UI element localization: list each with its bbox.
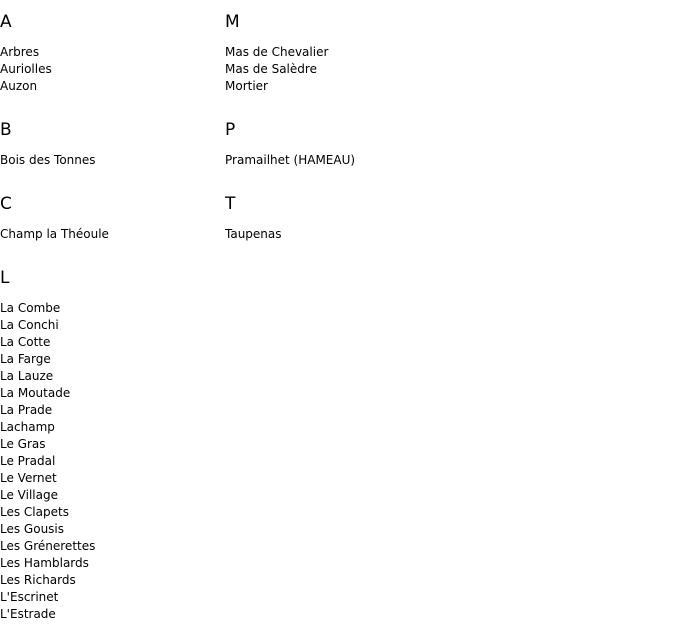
list-item[interactable]: La Farge: [0, 352, 51, 366]
group-l: [0, 268, 96, 621]
group-c-list: [0, 226, 109, 243]
list-item[interactable]: La Combe: [0, 301, 61, 315]
group-letter-t: T: [225, 194, 236, 214]
group-letter-l: L: [0, 268, 10, 288]
group-a-list: [0, 44, 52, 95]
group-a: [0, 12, 52, 93]
group-c: [0, 194, 109, 241]
group-letter-a: A: [0, 12, 12, 32]
group-m: [225, 12, 329, 93]
list-item[interactable]: Mas de Chevalier: [225, 45, 329, 59]
list-item[interactable]: Mortier: [225, 79, 268, 93]
list-item[interactable]: Champ la Théoule: [0, 227, 109, 241]
list-item[interactable]: Arbres: [0, 45, 40, 59]
list-item[interactable]: Le Pradal: [0, 454, 56, 468]
list-item[interactable]: Les Hamblards: [0, 556, 89, 570]
list-item[interactable]: Les Gousis: [0, 522, 65, 536]
list-item[interactable]: Mas de Salèdre: [225, 62, 317, 76]
list-item[interactable]: Auzon: [0, 79, 38, 93]
list-item[interactable]: Le Village: [0, 488, 58, 502]
list-item[interactable]: Les Grénerettes: [0, 539, 96, 553]
list-item[interactable]: L'Escrinet: [0, 590, 59, 604]
group-letter-b: B: [0, 120, 12, 140]
list-item[interactable]: La Prade: [0, 403, 53, 417]
list-item[interactable]: Le Vernet: [0, 471, 57, 485]
list-item[interactable]: Auriolles: [0, 62, 52, 76]
list-item[interactable]: Lachamp: [0, 420, 55, 434]
group-l-list: [0, 300, 95, 623]
group-letter-p: P: [225, 120, 236, 140]
group-t: [225, 194, 282, 241]
group-t-list: [225, 226, 282, 243]
list-item[interactable]: La Conchi: [0, 318, 59, 332]
group-p: [225, 120, 356, 167]
group-b-list: [0, 152, 96, 169]
group-b: [0, 120, 96, 167]
group-m-list: [225, 44, 328, 95]
group-p-list: [225, 152, 355, 169]
list-item[interactable]: Les Richards: [0, 573, 76, 587]
list-item[interactable]: L'Estrade: [0, 607, 56, 621]
list-item[interactable]: La Moutade: [0, 386, 71, 400]
list-item[interactable]: La Cotte: [0, 335, 51, 349]
list-item[interactable]: Bois des Tonnes: [0, 153, 96, 167]
list-item[interactable]: Le Gras: [0, 437, 46, 451]
group-letter-m: M: [225, 12, 240, 32]
list-item[interactable]: Les Clapets: [0, 505, 69, 519]
list-item[interactable]: La Lauze: [0, 369, 54, 383]
group-letter-c: C: [0, 194, 12, 214]
list-item[interactable]: Taupenas: [225, 227, 282, 241]
list-item[interactable]: Pramailhet (HAMEAU): [225, 153, 356, 167]
